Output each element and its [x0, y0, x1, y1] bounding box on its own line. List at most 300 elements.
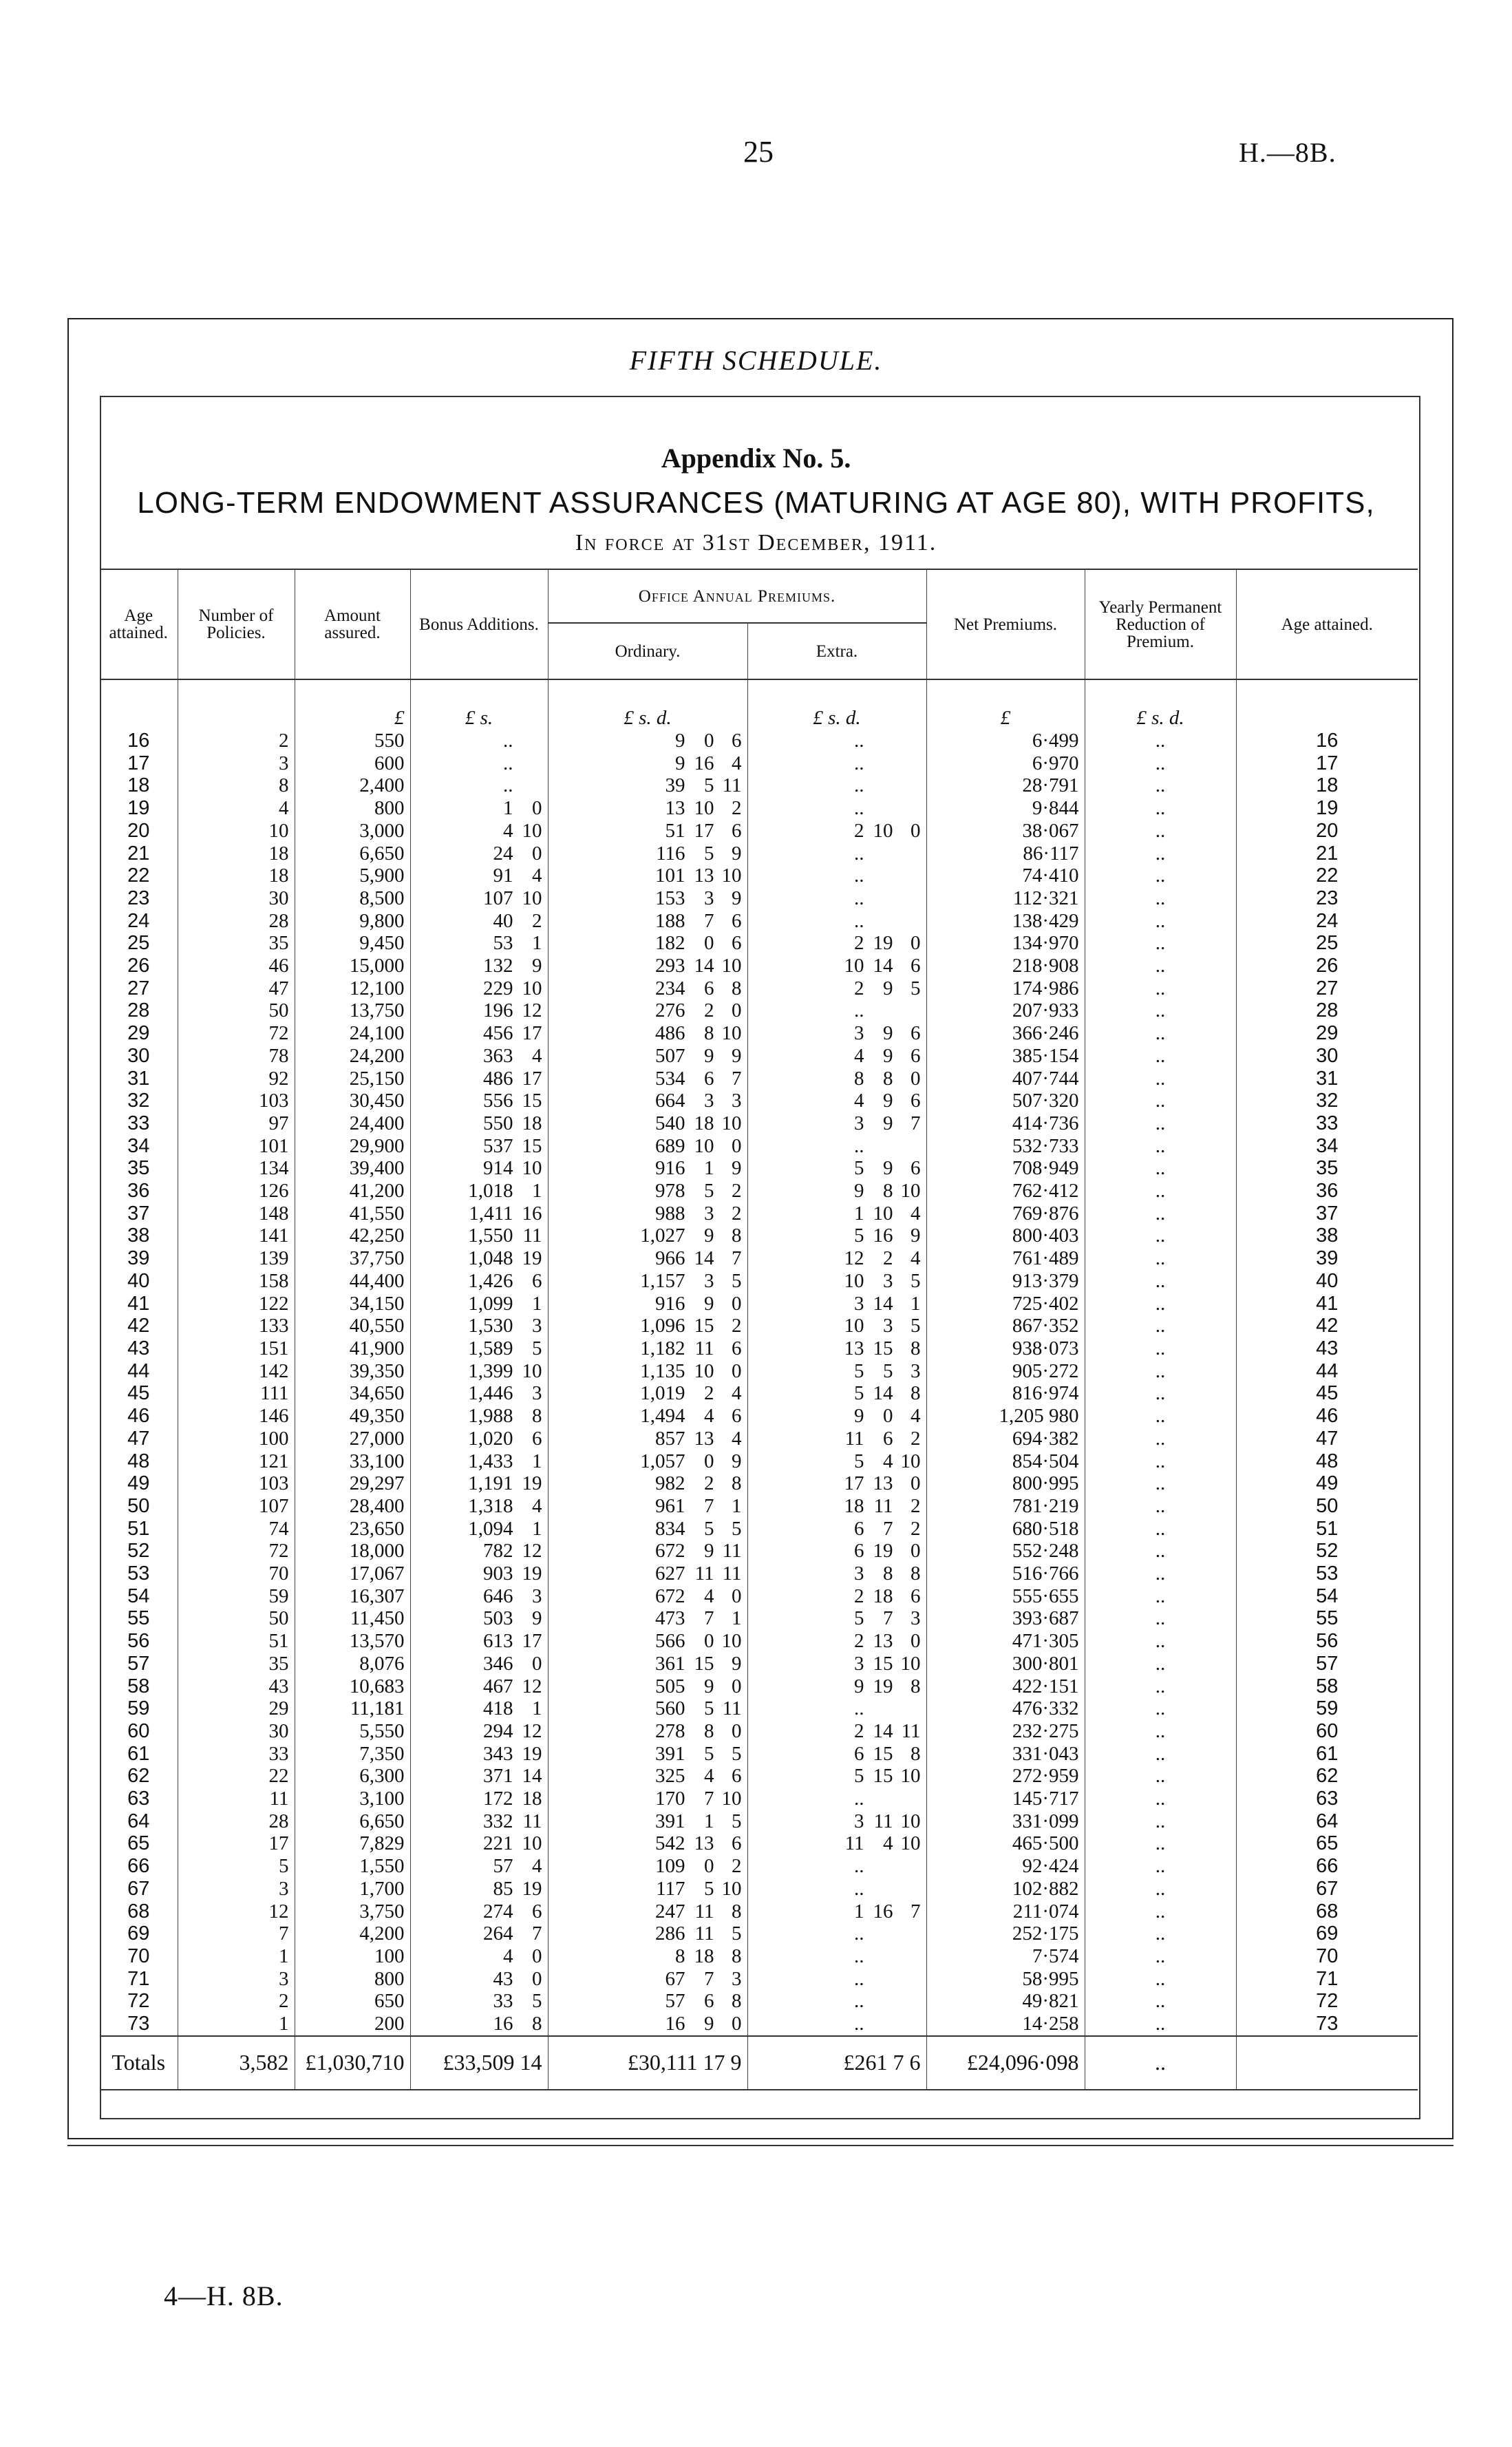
cell-extra — [747, 2013, 926, 2036]
cell-ordinary — [548, 1450, 747, 1473]
extra-shillings: 16 — [873, 1900, 893, 1922]
cell-policies: 46 — [178, 955, 295, 977]
bonus-shillings: 19 — [522, 1247, 542, 1270]
cell-extra — [747, 1337, 926, 1360]
cell-ordinary — [548, 1585, 747, 1608]
cell-policies: 50 — [178, 999, 295, 1022]
extra-pence: 6 — [911, 1090, 921, 1112]
bonus-pounds: 371 — [483, 1765, 513, 1788]
cell-net: 552·248 — [926, 1540, 1085, 1563]
extra-pounds: 6 — [854, 1517, 864, 1540]
extra-shillings: 7 — [883, 1607, 893, 1630]
cell-yearly: .. — [1085, 955, 1236, 977]
cell-ordinary — [548, 1270, 747, 1293]
bonus-pounds: 43 — [493, 1967, 513, 1990]
cell-yearly: .. — [1085, 1945, 1236, 1968]
table-row — [100, 1922, 1418, 1945]
totals-row — [100, 2036, 1418, 2090]
bonus-shillings: 9 — [532, 1607, 542, 1630]
extra-pounds: 5 — [854, 1225, 864, 1247]
extra-pence: 1 — [911, 1292, 921, 1315]
cell-ordinary — [548, 955, 747, 977]
bonus-pounds: 85 — [493, 1877, 513, 1900]
cell-extra — [747, 1382, 926, 1405]
extra-shillings: 19 — [873, 1540, 893, 1563]
ordinary-pounds: 293 — [655, 955, 685, 977]
bonus-shillings: 19 — [522, 1472, 542, 1495]
cell-age-right: 57 — [1236, 1653, 1418, 1675]
ordinary-shillings: 10 — [694, 797, 714, 820]
cell-policies: 121 — [178, 1450, 295, 1473]
cell-policies: 12 — [178, 1900, 295, 1923]
cell-policies: 1 — [178, 1945, 295, 1968]
extra-pence: 7 — [911, 1900, 921, 1922]
bonus-pounds: 1,550 — [468, 1225, 513, 1247]
extra-pounds: 9 — [854, 1405, 864, 1428]
ordinary-pence: 6 — [732, 932, 742, 955]
table-row — [100, 1832, 1418, 1855]
cell-ordinary — [548, 1945, 747, 1968]
cell-policies: 4 — [178, 797, 295, 820]
cell-extra — [747, 1675, 926, 1698]
cell-age: 36 — [127, 1180, 150, 1203]
cell-net: 14·258 — [926, 2013, 1085, 2036]
ordinary-shillings: 0 — [704, 932, 714, 955]
cell-ordinary — [548, 1135, 747, 1158]
cell-yearly: .. — [1085, 865, 1236, 887]
bonus-shillings: 0 — [532, 797, 542, 820]
cell-amount: 13,570 — [295, 1630, 410, 1653]
cell-amount: 39,350 — [295, 1360, 410, 1383]
ordinary-pence: 6 — [732, 1832, 742, 1855]
table-row — [100, 1495, 1418, 1518]
table-row — [100, 1382, 1418, 1405]
bonus-shillings: 10 — [522, 1359, 542, 1382]
cell-ordinary — [548, 774, 747, 797]
ordinary-pence: 5 — [732, 1810, 742, 1832]
extra-pounds: .. — [854, 774, 864, 797]
ordinary-shillings: 7 — [704, 1967, 714, 1990]
cell-policies: 18 — [178, 865, 295, 887]
ordinary-pence: 4 — [732, 1427, 742, 1450]
cell-age-right: 41 — [1236, 1293, 1418, 1315]
cell-yearly: .. — [1085, 1180, 1236, 1203]
cell-age: 49 — [127, 1472, 150, 1495]
cell-net: 74·410 — [926, 865, 1085, 887]
ordinary-pence: 0 — [732, 1675, 742, 1697]
cell-ordinary — [548, 1922, 747, 1945]
cell-bonus — [410, 1472, 548, 1495]
cell-amount: 800 — [295, 1968, 410, 1991]
extra-pounds: .. — [854, 1697, 864, 1720]
ordinary-pence: 0 — [732, 999, 742, 1022]
ordinary-pounds: 1,057 — [640, 1450, 685, 1472]
cell-policies: 122 — [178, 1293, 295, 1315]
extra-pence: 6 — [911, 1022, 921, 1045]
extra-shillings: 9 — [883, 1090, 893, 1112]
cell-extra — [747, 1112, 926, 1135]
cell-amount: 34,150 — [295, 1293, 410, 1315]
cell-amount: 100 — [295, 1945, 410, 1968]
cell-yearly: .. — [1085, 1045, 1236, 1068]
table-row — [100, 1203, 1418, 1225]
cell-age: 18 — [127, 774, 150, 797]
cell-yearly: .. — [1085, 2013, 1236, 2036]
ordinary-pounds: 1,182 — [640, 1337, 685, 1359]
cell-age-right: 22 — [1236, 865, 1418, 887]
cell-bonus — [410, 1225, 548, 1247]
table-row — [100, 730, 1418, 752]
bonus-shillings: 6 — [532, 1900, 542, 1922]
cell-ordinary — [548, 1382, 747, 1405]
ordinary-pounds: 67 — [665, 1967, 685, 1990]
ordinary-pence: 0 — [732, 1585, 742, 1607]
cell-extra — [747, 1832, 926, 1855]
document-reference: H.—8B. — [1239, 137, 1337, 168]
cell-bonus — [410, 1337, 548, 1360]
cell-amount: 1,550 — [295, 1855, 410, 1878]
cell-ordinary — [548, 730, 747, 752]
extra-pounds: 2 — [854, 1719, 864, 1742]
cell-yearly: .. — [1085, 1630, 1236, 1653]
bonus-shillings: 17 — [522, 1022, 542, 1045]
cell-age: 24 — [127, 909, 150, 932]
extra-pounds: 2 — [854, 932, 864, 955]
cell-age-right: 25 — [1236, 932, 1418, 955]
unit-amount: £ — [295, 679, 410, 730]
cell-extra — [747, 1068, 926, 1090]
ordinary-pounds: 39 — [665, 774, 685, 797]
bonus-pounds: 196 — [483, 999, 513, 1022]
ordinary-pence: 9 — [732, 1652, 742, 1675]
cell-yearly: .. — [1085, 1990, 1236, 2013]
cell-yearly: .. — [1085, 1157, 1236, 1180]
cell-extra — [747, 1630, 926, 1653]
ordinary-pence: 0 — [732, 1719, 742, 1742]
cell-yearly: .. — [1085, 1878, 1236, 1900]
cell-bonus — [410, 843, 548, 865]
bonus-pounds: 903 — [483, 1563, 513, 1585]
cell-ordinary — [548, 797, 747, 820]
cell-ordinary — [548, 1045, 747, 1068]
bonus-pounds: .. — [503, 774, 513, 797]
extra-pounds: 12 — [844, 1247, 864, 1270]
cell-bonus — [410, 1495, 548, 1518]
ordinary-pence: 9 — [732, 1450, 742, 1472]
cell-policies: 107 — [178, 1495, 295, 1518]
extra-shillings: 16 — [873, 1225, 893, 1247]
cell-age-right: 63 — [1236, 1788, 1418, 1810]
cell-ordinary — [548, 1112, 747, 1135]
ordinary-shillings: 2 — [704, 999, 714, 1022]
header-office-premiums: Office Annual Premiums. — [548, 569, 926, 623]
cell-yearly: .. — [1085, 1855, 1236, 1878]
cell-amount: 49,350 — [295, 1405, 410, 1428]
cell-extra — [747, 977, 926, 1000]
bonus-shillings: 16 — [522, 1202, 542, 1225]
ordinary-shillings: 0 — [704, 1855, 714, 1878]
bonus-shillings: 5 — [532, 1990, 542, 2013]
ordinary-shillings: 18 — [694, 1945, 714, 1967]
extra-pounds: .. — [854, 1134, 864, 1157]
bonus-shillings: 8 — [532, 1405, 542, 1428]
cell-extra — [747, 1315, 926, 1337]
extra-pounds: 17 — [844, 1472, 864, 1495]
extra-pounds: 9 — [854, 1675, 864, 1697]
bonus-shillings: 4 — [532, 1044, 542, 1067]
cell-amount: 8,500 — [295, 887, 410, 910]
cell-amount: 41,900 — [295, 1337, 410, 1360]
cell-age: 53 — [127, 1563, 150, 1585]
cell-extra — [747, 1810, 926, 1833]
ordinary-pounds: 1,157 — [640, 1269, 685, 1292]
cell-age-right: 33 — [1236, 1112, 1418, 1135]
cell-bonus — [410, 1968, 548, 1991]
cell-policies: 92 — [178, 1068, 295, 1090]
cell-yearly: .. — [1085, 1968, 1236, 1991]
cell-amount: 3,750 — [295, 1900, 410, 1923]
cell-yearly: .. — [1085, 774, 1236, 797]
cell-yearly: .. — [1085, 1203, 1236, 1225]
ordinary-shillings: 5 — [704, 1877, 714, 1900]
ordinary-pounds: 188 — [655, 909, 685, 932]
cell-policies: 78 — [178, 1045, 295, 1068]
cell-net: 1,205 980 — [926, 1405, 1085, 1428]
cell-amount: 7,350 — [295, 1743, 410, 1766]
cell-net: 781·219 — [926, 1495, 1085, 1518]
bonus-pounds: 107 — [483, 887, 513, 909]
cell-net: 507·320 — [926, 1090, 1085, 1112]
cell-extra — [747, 752, 926, 775]
ordinary-pounds: 534 — [655, 1067, 685, 1090]
table-row — [100, 932, 1418, 955]
cell-policies: 72 — [178, 1540, 295, 1563]
ordinary-shillings: 6 — [704, 1990, 714, 2013]
cell-amount: 5,550 — [295, 1720, 410, 1743]
ordinary-shillings: 5 — [704, 1697, 714, 1720]
ordinary-pounds: 916 — [655, 1157, 685, 1180]
extra-pence: 2 — [911, 1494, 921, 1517]
cell-bonus — [410, 1360, 548, 1383]
cell-ordinary — [548, 1518, 747, 1540]
bonus-shillings: 12 — [522, 1675, 542, 1697]
cell-amount: 550 — [295, 730, 410, 752]
extra-pounds: 10 — [844, 1269, 864, 1292]
ordinary-pence: 1 — [732, 1494, 742, 1517]
cell-amount: 2,400 — [295, 774, 410, 797]
ordinary-pounds: 988 — [655, 1202, 685, 1225]
cell-yearly: .. — [1085, 1472, 1236, 1495]
cell-policies: 51 — [178, 1630, 295, 1653]
bonus-shillings: 10 — [522, 887, 542, 909]
totals-amount: £1,030,710 — [295, 2036, 410, 2090]
cell-age: 72 — [127, 1990, 150, 2013]
extra-pounds: .. — [854, 1945, 864, 1967]
extra-pence: 3 — [911, 1607, 921, 1630]
cell-amount: 3,000 — [295, 820, 410, 843]
bonus-pounds: 1,446 — [468, 1382, 513, 1405]
cell-age: 30 — [127, 1044, 150, 1067]
ordinary-shillings: 4 — [704, 1765, 714, 1788]
ordinary-pence: 10 — [721, 1022, 742, 1045]
cell-net: 138·429 — [926, 910, 1085, 933]
table-row — [100, 2013, 1418, 2036]
ordinary-shillings: 4 — [704, 1585, 714, 1607]
extra-pounds: .. — [854, 1922, 864, 1945]
ordinary-pence: 5 — [732, 1742, 742, 1765]
cell-policies: 139 — [178, 1247, 295, 1270]
cell-age: 22 — [127, 865, 150, 887]
extra-shillings: 13 — [873, 1472, 893, 1495]
cell-extra — [747, 1293, 926, 1315]
totals-policies: 3,582 — [178, 2036, 295, 2090]
bonus-pounds: 1,020 — [468, 1427, 513, 1450]
table-row — [100, 1743, 1418, 1766]
ordinary-pounds: 247 — [655, 1900, 685, 1922]
ordinary-pounds: 1,135 — [640, 1359, 685, 1382]
cell-age-right: 38 — [1236, 1225, 1418, 1247]
cell-age-right: 30 — [1236, 1045, 1418, 1068]
bonus-pounds: 1,318 — [468, 1494, 513, 1517]
cell-policies: 17 — [178, 1832, 295, 1855]
cell-net: 680·518 — [926, 1518, 1085, 1540]
cell-net: 800·995 — [926, 1472, 1085, 1495]
cell-net: 174·986 — [926, 977, 1085, 1000]
extra-pounds: 3 — [854, 1112, 864, 1134]
extra-shillings: 9 — [883, 1112, 893, 1134]
header-amount: Amount assured. — [295, 569, 410, 679]
table-row — [100, 1945, 1418, 1968]
cell-age-right: 47 — [1236, 1428, 1418, 1450]
ordinary-shillings: 9 — [704, 2013, 714, 2035]
ordinary-pounds: 540 — [655, 1112, 685, 1134]
schedule-title: FIFTH SCHEDULE. — [629, 345, 883, 376]
extra-shillings: 9 — [883, 1044, 893, 1067]
extra-shillings: 19 — [873, 932, 893, 955]
cell-yearly: .. — [1085, 1697, 1236, 1720]
cell-bonus — [410, 2013, 548, 2036]
table-row — [100, 1045, 1418, 1068]
cell-policies: 43 — [178, 1675, 295, 1698]
extra-pence: 0 — [911, 1472, 921, 1495]
cell-amount: 800 — [295, 797, 410, 820]
cell-ordinary — [548, 1653, 747, 1675]
cell-ordinary — [548, 1315, 747, 1337]
extra-pounds: .. — [854, 730, 864, 752]
ordinary-pounds: 101 — [655, 865, 685, 887]
ordinary-shillings: 6 — [704, 977, 714, 999]
cell-policies: 3 — [178, 752, 295, 775]
ordinary-pounds: 978 — [655, 1180, 685, 1203]
ordinary-pounds: 361 — [655, 1652, 685, 1675]
cell-age: 50 — [127, 1494, 150, 1517]
cell-net: 532·733 — [926, 1135, 1085, 1158]
cell-age-right: 64 — [1236, 1810, 1418, 1833]
ordinary-pounds: 627 — [655, 1563, 685, 1585]
cell-age: 29 — [127, 1022, 150, 1045]
ordinary-pounds: 391 — [655, 1810, 685, 1832]
ordinary-shillings: 7 — [704, 909, 714, 932]
cell-amount: 24,100 — [295, 1022, 410, 1045]
table-row — [100, 1315, 1418, 1337]
cell-yearly: .. — [1085, 1607, 1236, 1630]
ordinary-pence: 10 — [721, 865, 742, 887]
cell-age-right: 43 — [1236, 1337, 1418, 1360]
bonus-pounds: 782 — [483, 1540, 513, 1563]
cell-policies: 7 — [178, 1922, 295, 1945]
ordinary-pence: 3 — [732, 1967, 742, 1990]
ordinary-pence: 8 — [732, 1225, 742, 1247]
cell-yearly: .. — [1085, 1090, 1236, 1112]
cell-ordinary — [548, 1472, 747, 1495]
cell-amount: 8,076 — [295, 1653, 410, 1675]
cell-yearly: .. — [1085, 1450, 1236, 1473]
cell-age-right: 28 — [1236, 999, 1418, 1022]
cell-amount: 40,550 — [295, 1315, 410, 1337]
bonus-pounds: 1,048 — [468, 1247, 513, 1270]
bonus-pounds: 172 — [483, 1788, 513, 1810]
ordinary-pence: 5 — [732, 1922, 742, 1945]
schedule-table — [100, 569, 1418, 2090]
bonus-shillings: 17 — [522, 1067, 542, 1090]
cell-extra — [747, 1990, 926, 2013]
bonus-shillings: 7 — [532, 1922, 542, 1945]
cell-age-right: 31 — [1236, 1068, 1418, 1090]
bonus-shillings: 8 — [532, 2013, 542, 2035]
cell-ordinary — [548, 999, 747, 1022]
cell-policies: 103 — [178, 1472, 295, 1495]
extra-pence: 0 — [911, 932, 921, 955]
cell-ordinary — [548, 1607, 747, 1630]
table-row — [100, 1653, 1418, 1675]
cell-age-right: 26 — [1236, 955, 1418, 977]
cell-bonus — [410, 1518, 548, 1540]
ordinary-pence: 2 — [732, 1202, 742, 1225]
extra-pence: 3 — [911, 1359, 921, 1382]
cell-bonus — [410, 1293, 548, 1315]
bonus-shillings: 5 — [532, 1337, 542, 1359]
cell-yearly: .. — [1085, 1360, 1236, 1383]
ordinary-pence: 10 — [721, 1630, 742, 1653]
bonus-shillings: 1 — [532, 1292, 542, 1315]
ordinary-pounds: 234 — [655, 977, 685, 999]
ordinary-shillings: 3 — [704, 887, 714, 909]
cell-ordinary — [548, 1203, 747, 1225]
bonus-pounds: 646 — [483, 1585, 513, 1607]
extra-pence: 8 — [911, 1563, 921, 1585]
table-row — [100, 1247, 1418, 1270]
cell-ordinary — [548, 1968, 747, 1991]
extra-pence: 6 — [911, 1157, 921, 1180]
cell-ordinary — [548, 1180, 747, 1203]
cell-net: 331·043 — [926, 1743, 1085, 1766]
extra-pence: 0 — [911, 1067, 921, 1090]
extra-pounds: 9 — [854, 1180, 864, 1203]
cell-ordinary — [548, 1765, 747, 1788]
ordinary-pounds: 834 — [655, 1517, 685, 1540]
ordinary-pounds: 505 — [655, 1675, 685, 1697]
extra-shillings: 4 — [883, 1832, 893, 1855]
cell-net: 28·791 — [926, 774, 1085, 797]
cell-extra — [747, 1585, 926, 1608]
cell-ordinary — [548, 1428, 747, 1450]
extra-pounds: 5 — [854, 1382, 864, 1405]
bonus-shillings: 1 — [532, 932, 542, 955]
cell-yearly: .. — [1085, 1653, 1236, 1675]
cell-policies: 97 — [178, 1112, 295, 1135]
bonus-pounds: 1,191 — [468, 1472, 513, 1495]
cell-bonus — [410, 1382, 548, 1405]
